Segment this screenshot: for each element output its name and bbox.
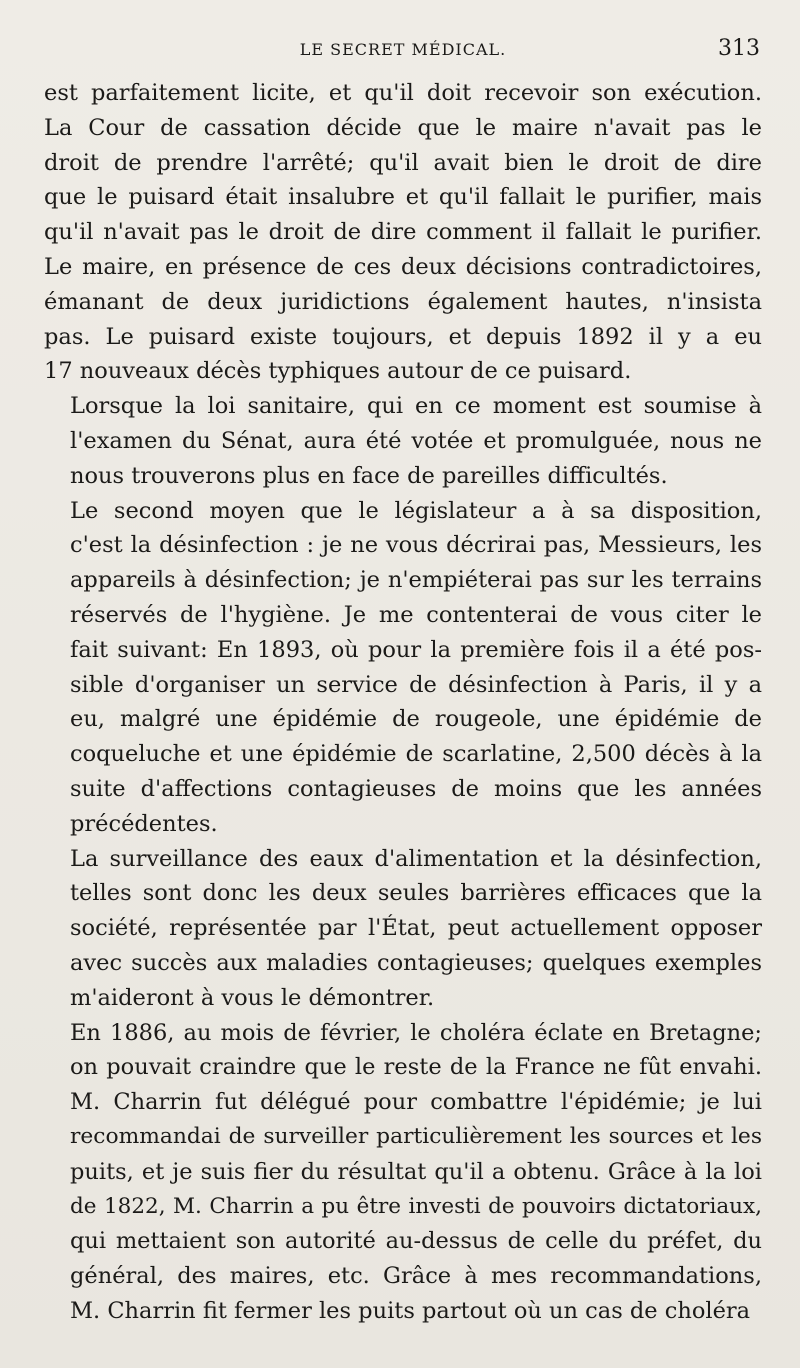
text-line: c'est la désinfection : je ne vous décrirai pas, Messieurs, les [70,532,762,559]
text-line: qui mettaient son autorité au-dessus de celle du préfet, du [70,1228,762,1255]
running-head-title: LE SECRET MÉDICAL. [299,40,507,59]
text-line: 17 nouveaux décès typhiques autour de ce puisard. [44,358,632,385]
text-line: Le maire, en présence de ces deux décisions contradictoires, [44,253,762,280]
text-line: société, représentée par l'État, peut actuellement opposer [70,915,762,942]
text-line: Lorsque la loi sanitaire, qui en ce moment est soumise à [70,393,762,420]
text-line: m'aideront à vous le démontrer. [70,984,435,1011]
text-line: Le second moyen que le législateur a à sa disposition, [70,497,762,524]
text-line: avec succès aux maladies contagieuses; quelques exemples [70,949,762,976]
page-number: 313 [718,36,760,61]
text-line: réservés de l'hygiène. Je me contenterai de vous citer le [70,601,762,628]
page-body [44,76,762,1329]
text-line: En 1886, au mois de février, le choléra éclate en Bretagne; [70,1019,762,1046]
paragraph [44,842,762,1016]
text-line: M. Charrin fut délégué pour combattre l'épidémie; je lui [70,1089,762,1116]
text-line: recommandai de surveiller particulièrement les sources et les [70,1123,762,1149]
text-line: M. Charrin fit fermer les puits partout où un cas de choléra [70,1297,751,1324]
text-line: de 1822, M. Charrin a pu être investi de pouvoirs dictatoriaux, [70,1193,762,1219]
text-line: La Cour de cassation décide que le maire n'avait pas le [44,114,762,141]
text-line: émanant de deux juridictions également hautes, n'insista [44,288,762,315]
text-line: général, des maires, etc. Grâce à mes recommandations, [70,1263,762,1290]
paragraph [44,389,762,493]
text-line: La surveillance des eaux d'alimentation et la désinfection, [70,845,762,872]
paragraph [44,76,762,389]
text-line: eu, malgré une épidémie de rougeole, une épidémie de [70,706,762,733]
text-line: coqueluche et une épidémie de scarlatine, 2,500 décès à la [70,741,762,768]
text-line: suite d'affections contagieuses de moins que les années [70,775,762,802]
text-line: telles sont donc les deux seules barrières efficaces que la [70,880,762,907]
text-line: que le puisard était insalubre et qu'il fallait le purifier, mais [44,184,762,211]
paragraph [44,494,762,842]
text-line: qu'il n'avait pas le droit de dire comment il fallait le purifier. [44,219,762,246]
text-line: précédentes. [70,810,218,837]
text-line: puits, et je suis fier du résultat qu'il a obtenu. Grâce à la loi [70,1158,762,1185]
text-line: appareils à désinfection; je n'empiéterai pas sur les terrains [70,567,762,594]
paragraph [44,1016,762,1329]
running-head [44,0,762,61]
text-line: fait suivant: En 1893, où pour la première fois il a été pos- [70,636,762,663]
text-line: est parfaitement licite, et qu'il doit recevoir son exécution. [44,80,762,106]
text-line: on pouvait craindre que le reste de la France ne fût envahi. [70,1054,762,1081]
text-line: pas. Le puisard existe toujours, et depuis 1892 il y a eu [44,323,762,350]
text-line: droit de prendre l'arrêté; qu'il avait bien le droit de dire [44,149,762,176]
text-line: sible d'organiser un service de désinfection à Paris, il y a [70,671,762,698]
text-line: nous trouverons plus en face de pareilles difficultés. [70,462,668,489]
text-line: l'examen du Sénat, aura été votée et promulguée, nous ne [70,427,762,454]
